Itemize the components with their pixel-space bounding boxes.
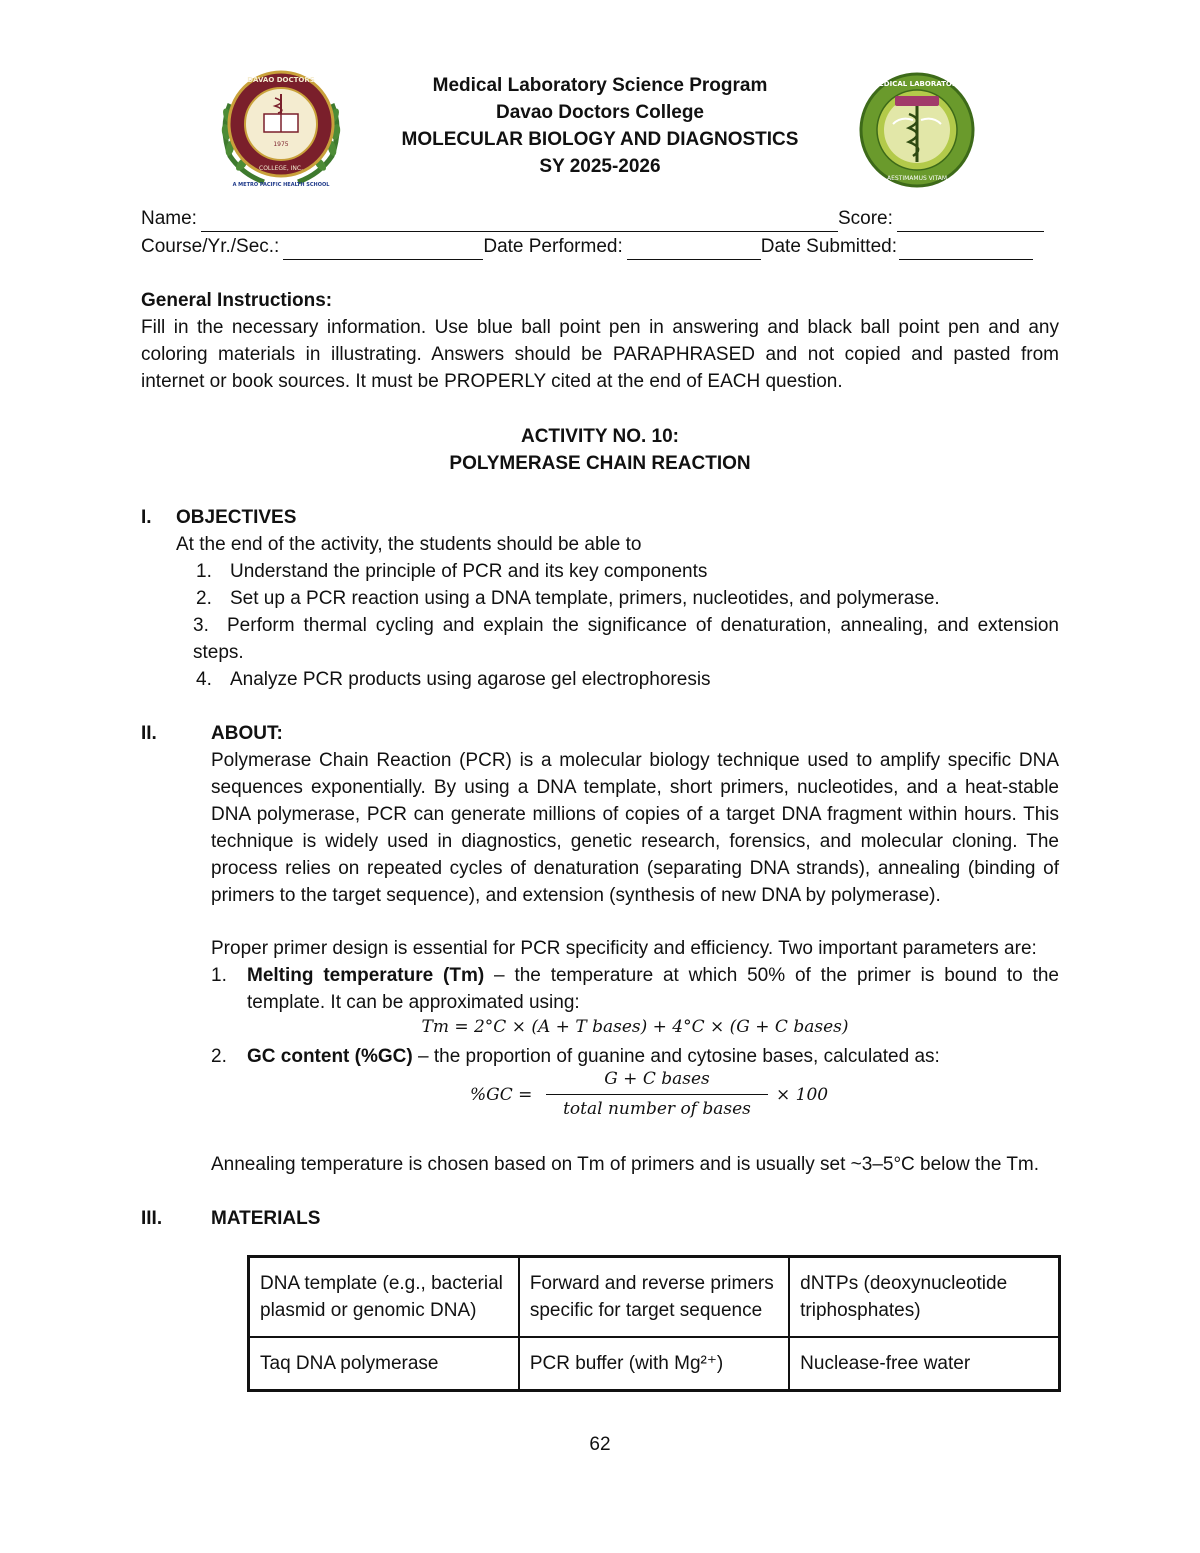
objective-item: 2. Set up a PCR reaction using a DNA template, primers, nucleotides, and polymerase. bbox=[196, 588, 940, 609]
davao-doctors-college-logo bbox=[218, 66, 344, 188]
primer-design-intro: Proper primer design is essential for PCR specificity and efficiency. Two important parameters are: bbox=[211, 938, 1037, 959]
date-performed-field[interactable] bbox=[627, 239, 761, 260]
course-label: Course/Yr./Sec.: bbox=[141, 236, 280, 257]
activity-title: POLYMERASE CHAIN REACTION bbox=[449, 453, 751, 474]
objectives-numeral: I. bbox=[141, 507, 152, 528]
document-header bbox=[360, 72, 840, 180]
objectives-heading: OBJECTIVES bbox=[176, 507, 297, 528]
materials-table bbox=[247, 1255, 1061, 1392]
tm-item: 1. Melting temperature (Tm) – the temperature at which 50% of the primer is bound to the template. It can be approximated using: bbox=[211, 965, 1059, 1013]
date-submitted-label: Date Submitted: bbox=[760, 236, 897, 257]
general-instructions-text: Fill in the necessary information. Use blue ball point pen in answering and black ball point pen and any coloring materials in illustrating. Answers should be PARAPHRASED and not copied and pasted from internet or book sources. It must be PROPERLY cited at the end of EACH question. bbox=[141, 317, 1059, 392]
gc-item: 2. GC content (%GC) – the proportion of guanine and cytosine bases, calculated as: bbox=[211, 1046, 940, 1067]
annealing-note: Annealing temperature is chosen based on Tm of primers and is usually set ~3–5°C below the Tm. bbox=[211, 1154, 1040, 1175]
tm-formula: Tm = 2°C × (A + T bases) + 4°C × (G + C bases) bbox=[421, 1017, 849, 1037]
materials-heading: MATERIALS bbox=[211, 1208, 321, 1229]
svg-text:A METRO PACIFIC HEALTH SCHOOL: A METRO PACIFIC HEALTH SCHOOL bbox=[232, 182, 330, 188]
table-cell: Nuclease-free water bbox=[789, 1337, 1059, 1391]
fraction-bar bbox=[546, 1094, 768, 1095]
name-label: Name: bbox=[141, 208, 197, 229]
table-cell: Taq DNA polymerase bbox=[249, 1337, 519, 1391]
about-numeral: II. bbox=[141, 723, 157, 744]
course-title: MOLECULAR BIOLOGY AND DIAGNOSTICS bbox=[401, 129, 799, 150]
objectives-intro: At the end of the activity, the students should be able to bbox=[176, 534, 642, 555]
table-row bbox=[249, 1257, 1060, 1338]
medical-laboratory-science-logo bbox=[857, 72, 977, 188]
program-title: Medical Laboratory Science Program bbox=[432, 75, 768, 96]
course-field[interactable] bbox=[283, 239, 483, 260]
general-instructions-heading: General Instructions: bbox=[141, 290, 333, 311]
svg-text:MEDICAL LABORATORY: MEDICAL LABORATORY bbox=[872, 80, 962, 88]
table-cell: PCR buffer (with Mg²⁺) bbox=[519, 1337, 789, 1391]
tm-term: Melting temperature (Tm) bbox=[247, 965, 485, 986]
table-cell: dNTPs (deoxynucleotide triphosphates) bbox=[789, 1257, 1059, 1338]
gc-formula-lhs: %GC = bbox=[470, 1085, 533, 1105]
svg-text:COLLEGE, INC.: COLLEGE, INC. bbox=[259, 165, 303, 172]
page-number: 62 bbox=[589, 1434, 611, 1455]
college-name: Davao Doctors College bbox=[496, 102, 704, 123]
svg-text:1975: 1975 bbox=[273, 141, 289, 148]
table-cell: Forward and reverse primers specific for target sequence bbox=[519, 1257, 789, 1338]
name-field[interactable] bbox=[201, 211, 838, 232]
materials-numeral: III. bbox=[141, 1208, 163, 1229]
gc-term: GC content (%GC) bbox=[247, 1046, 413, 1067]
gc-formula-denominator: total number of bases bbox=[563, 1099, 751, 1119]
gc-formula-numerator: G + C bases bbox=[604, 1069, 710, 1089]
objective-item: 4. Analyze PCR products using agarose gel electrophoresis bbox=[196, 669, 711, 690]
svg-text:DAVAO DOCTORS: DAVAO DOCTORS bbox=[247, 76, 315, 84]
date-submitted-field[interactable] bbox=[899, 239, 1033, 260]
table-row bbox=[249, 1337, 1060, 1391]
about-paragraph: Polymerase Chain Reaction (PCR) is a molecular biology technique used to amplify specific DNA sequences exponentially. By using a DNA template, short primers, nucleotides, and a heat-stable DNA polymerase, PCR can generate millions of copies of a target DNA fragment within hours. This technique is widely used in diagnostics, genetic research, forensics, and molecular cloning. The process relies on repeated cycles of denaturation (separating DNA strands), annealing (binding of primers to the target sequence), and extension (synthesis of new DNA by polymerase). bbox=[211, 750, 1059, 906]
about-heading: ABOUT: bbox=[211, 723, 283, 744]
date-performed-label: Date Performed: bbox=[483, 236, 623, 257]
activity-number: ACTIVITY NO. 10: bbox=[520, 426, 679, 447]
objective-item: 1. Understand the principle of PCR and its key components bbox=[196, 561, 708, 582]
gc-formula-rhs: × 100 bbox=[776, 1085, 829, 1105]
score-label: Score: bbox=[837, 208, 893, 229]
score-field[interactable] bbox=[897, 211, 1044, 232]
svg-text:AESTIMAMUS VITAM: AESTIMAMUS VITAM bbox=[886, 175, 948, 182]
school-year: SY 2025-2026 bbox=[539, 156, 661, 177]
objective-item: 3. Perform thermal cycling and explain the significance of denaturation, annealing, and extension steps. bbox=[193, 615, 1059, 663]
table-cell: DNA template (e.g., bacterial plasmid or genomic DNA) bbox=[249, 1257, 519, 1338]
